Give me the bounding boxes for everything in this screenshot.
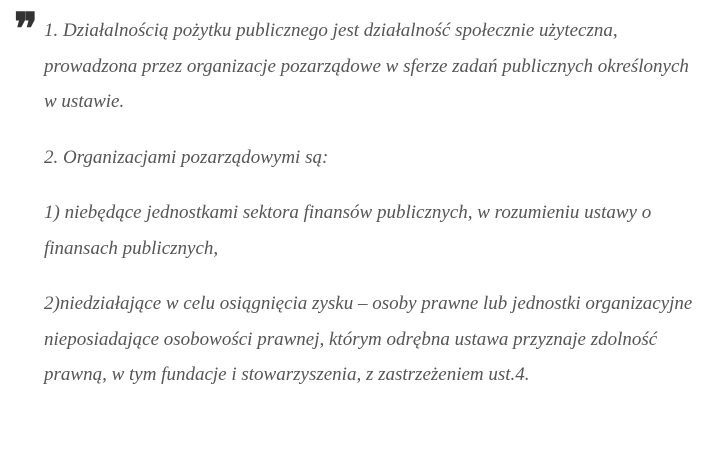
quote-paragraph-3: 1) niebędące jednostkami sektora finansów publicznych, w rozumieniu ustawy o finansach publicznych, xyxy=(44,202,652,259)
quote-paragraph-1: 1. Działalnością pożytku publicznego jest działalność społecznie użyteczna, prowadzona przez organizacje pozarządowe w sferze zadań publicznych określonych w ustawie. xyxy=(44,20,689,112)
quote-mark-icon: ❞ xyxy=(14,5,38,54)
quote-text xyxy=(44,13,694,413)
quote-paragraph-2: 2. Organizacjami pozarządowymi są: xyxy=(44,146,329,168)
quote-paragraph-4: 2)niedziałające w celu osiągnięcia zysku – osoby prawne lub jednostki organizacyjne nieposiadające osobowości prawnej, którym odrębna ustawa przyznaje zdolność prawną, w tym fundacje i stowarzyszenia, z zastrzeżeniem ust.4. xyxy=(44,293,693,385)
